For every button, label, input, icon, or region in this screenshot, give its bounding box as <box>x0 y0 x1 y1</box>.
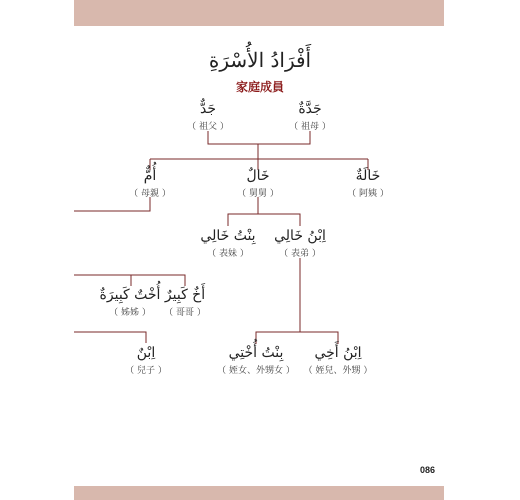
node-brothers-son-chinese: （ 姪兒、外甥 ） <box>303 366 373 376</box>
node-maternal-uncle <box>208 168 308 200</box>
node-older-brother <box>135 287 235 319</box>
node-grandfather-chinese: （ 祖父 ） <box>187 122 229 132</box>
node-cousin-male-chinese: （ 表弟 ） <box>279 249 321 259</box>
node-grandmother-arabic: جَدَّةٌ <box>298 101 322 117</box>
line-grandchildren <box>256 332 338 344</box>
node-maternal-aunt-chinese: （ 阿姨 ） <box>347 189 389 199</box>
node-cousin-male-arabic: اِبْنُ خَالِي <box>274 228 326 244</box>
node-grandmother <box>260 101 360 133</box>
node-grandfather-arabic: جَدٌّ <box>199 101 216 117</box>
node-older-sister-chinese: （ 姊姊 ） <box>109 308 151 318</box>
page-title-chinese: 家庭成員 <box>235 80 284 94</box>
node-son <box>96 345 196 377</box>
line-cousins <box>228 214 300 226</box>
node-maternal-uncle-chinese: （ 舅舅 ） <box>237 189 279 199</box>
node-son-arabic: اِبْنٌ <box>136 345 156 361</box>
node-cousin-female-arabic: بِنْتُ خَالِي <box>200 228 256 244</box>
node-son-chinese: （ 兒子 ） <box>125 366 167 376</box>
node-brothers-son <box>288 345 388 377</box>
node-mother <box>100 168 200 200</box>
node-sisters-daughter-chinese: （ 姪女、外甥女 ） <box>217 366 295 376</box>
node-older-sister-arabic: أُخْتٌ كَبِيرَةٌ <box>99 287 161 303</box>
page-title-arabic: أَفْرَادُ الأُسْرَةِ <box>208 48 312 72</box>
line-siblings <box>74 275 185 286</box>
node-mother-chinese: （ 母親 ） <box>129 189 171 199</box>
line-son <box>74 332 146 343</box>
node-older-brother-arabic: أَخٌ كَبِيرٌ <box>164 287 206 303</box>
page-number: 086 <box>419 465 435 475</box>
node-brothers-son-arabic: اِبْنُ أَخِي <box>314 345 362 361</box>
node-mother-arabic: أُمٌّ <box>143 168 157 184</box>
node-maternal-uncle-arabic: خَالٌ <box>246 168 270 184</box>
node-cousin-female-chinese: （ 表妹 ） <box>207 249 249 259</box>
node-sisters-daughter-arabic: بِنْتُ أُخْتِي <box>228 345 284 361</box>
node-maternal-aunt-arabic: خَالَةٌ <box>355 168 381 184</box>
node-older-brother-chinese: （ 哥哥 ） <box>164 308 206 318</box>
node-cousin-male <box>250 228 350 260</box>
node-maternal-aunt <box>318 168 418 200</box>
node-grandmother-chinese: （ 祖母 ） <box>289 122 331 132</box>
node-grandfather <box>158 101 258 133</box>
bottom-color-band <box>74 486 444 500</box>
